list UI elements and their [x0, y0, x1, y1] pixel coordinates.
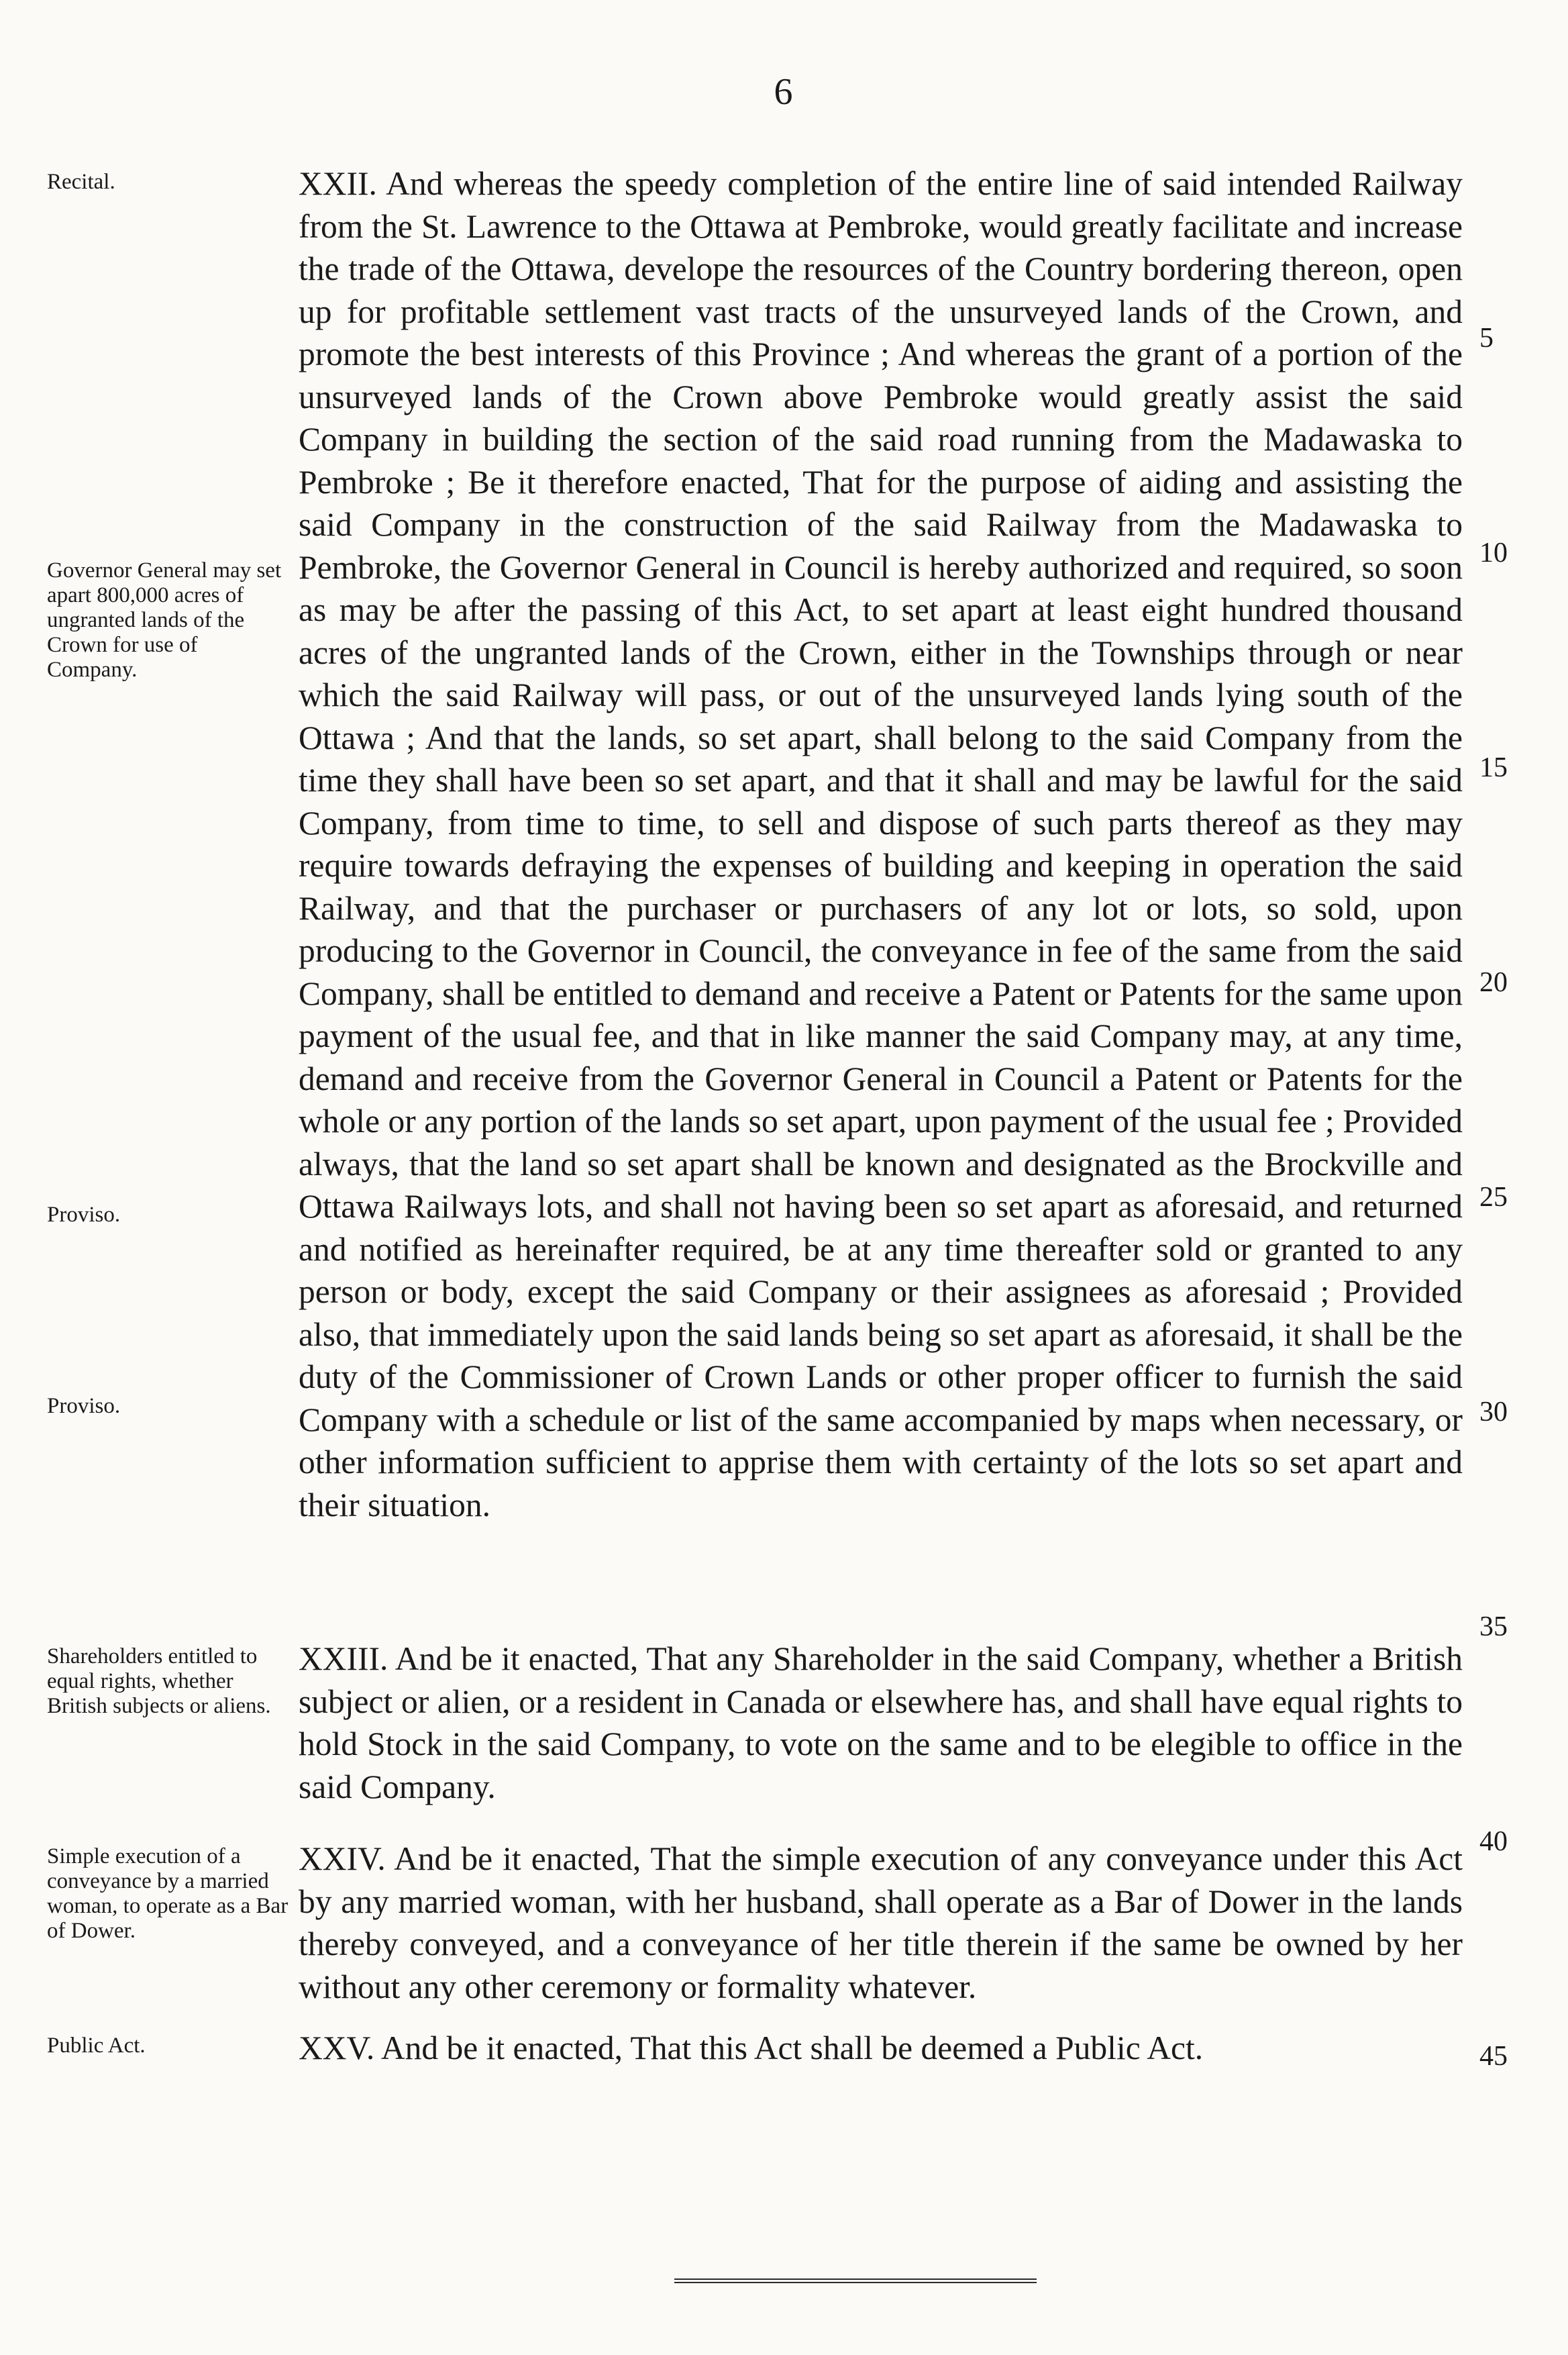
line-number: 20: [1479, 967, 1508, 998]
section-xxiv: [299, 1838, 1463, 2008]
sidenote-recital: Recital.: [47, 170, 115, 194]
section-xxiii: [299, 1638, 1463, 1808]
section-xxiv-text: XXIV. And be it enacted, That the simple execution of any conveyance under this Act by any married woman, with her husband, shall operate as a Bar of Dower in the lands thereby conveyed, and a conveyance of her title therein if the same be owned by her without any other ceremony or formality whatever.: [299, 1840, 1463, 2005]
section-xxiii-text: XXIII. And be it enacted, That any Shareholder in the said Company, whether a British subject or alien, or a resident in Canada or elsewhere has, and shall have equal rights to hold Stock in the said Company, to vote on the same and to be elegible to office in the said Company.: [299, 1640, 1463, 1805]
line-number: 15: [1479, 752, 1508, 783]
end-rule: [674, 2278, 1037, 2283]
line-number: 40: [1479, 1826, 1508, 1857]
line-number: 35: [1479, 1611, 1508, 1642]
line-number: 5: [1479, 323, 1494, 354]
line-number-column: [1479, 0, 1560, 2355]
page-number: 6: [774, 71, 794, 113]
section-xxv: [299, 2027, 1463, 2070]
sidenote-public-act: Public Act.: [47, 2034, 146, 2058]
sidenote-proviso: Proviso.: [47, 1203, 121, 1227]
section-xxii: [299, 162, 1463, 1526]
section-xxii-text: XXII. And whereas the speedy completion of the entire line of said intended Railway from the St. Lawrence to the Ottawa at Pembroke, would greatly facilitate and increase the trade of the Ottawa, develope the resources of the Country bordering thereon, open up for profitable settlement vast tracts of the unsurveyed lands of the Crown, and promote the best interests of this Province ; And whereas the grant of a portion of the unsurveyed lands of the Crown above Pembroke would greatly assist the said Company in building the section of the said road running from the Madawaska to Pembroke ; Be it therefore enacted, That for the purpose of aiding and assisting the said Company in the construction of the said Railway from the Madawaska to Pembroke, the Governor General in Council is hereby authorized and required, so soon as may be after the passing of this Act, to set apart at least eight hundred thousand acres of the ungranted lands of the Crown, either in the Townships through or near which the said Railway will pass, or out of the unsurveyed lands lying south of the Ottawa ; And that the lands, so set apart, shall belong to the said Company from the time they shall have been so set apart, and that it shall and may be lawful for the said Company, from time to time, to sell and dispose of such parts thereof as they may require towards defraying the expenses of building and keeping in operation the said Railway, and that the purchaser or purchasers of any lot or lots, so sold, upon producing to the Governor in Council, the conveyance in fee of the same from the said Company, shall be entitled to demand and receive a Patent or Patents for the same upon payment of the usual fee, and that in like manner the said Company may, at any time, demand and receive from the Governor General in Council a Patent or Patents for the whole or any portion of the lands so set apart, upon payment of the usual fee ; Provided always, that the land so set apart shall be known and designated as the Brockville and Ottawa Railways lots, and shall not having been so set apart as aforesaid, and returned and notified as hereinafter required, be at any time thereafter sold or granted to any person or body, except the said Company or their assignees as aforesaid ; Provided also, that immediately upon the said lands being so set apart as aforesaid, it shall be the duty of the Commissioner of Crown Lands or other proper officer to furnish the said Company with a schedule or list of the same accompanied by maps when necessary, or other information sufficient to apprise them with certainty of the lots so set apart and their situation.: [299, 165, 1463, 1523]
section-xxv-text: XXV. And be it enacted, That this Act shall be deemed a Public Act.: [299, 2030, 1204, 2066]
sidenote-shareholders: Shareholders entitled to equal rights, whether British subjects or aliens.: [47, 1644, 271, 1718]
sidenote-governor-general: Governor General may set apart 800,000 acres of ungranted lands of the Crown for use of Company.: [47, 558, 282, 682]
line-number: 10: [1479, 538, 1508, 568]
sidenote-simple-execution: Simple execution of a conveyance by a married woman, to operate as a Bar of Dower.: [47, 1844, 289, 1943]
line-number: 45: [1479, 2041, 1508, 2072]
line-number: 25: [1479, 1182, 1508, 1213]
sidenote-proviso: Proviso.: [47, 1394, 121, 1418]
line-number: 30: [1479, 1397, 1508, 1427]
